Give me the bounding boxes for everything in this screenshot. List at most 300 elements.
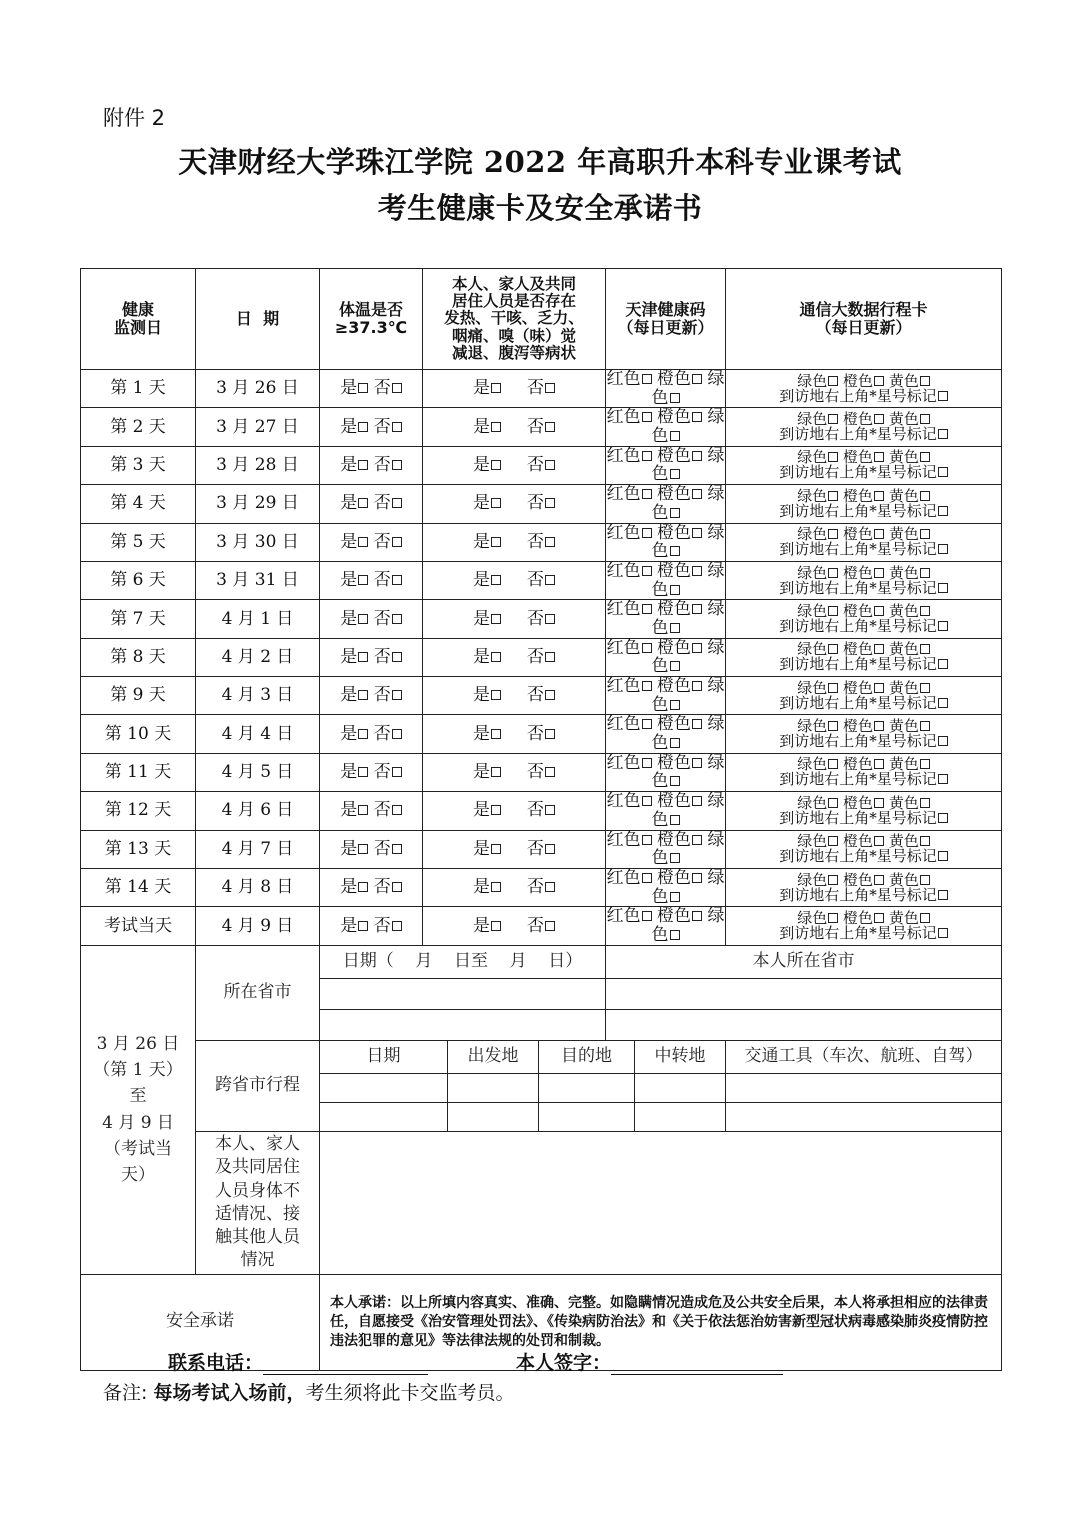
checkbox-icon[interactable] bbox=[358, 498, 368, 508]
checkbox-icon[interactable] bbox=[545, 729, 555, 739]
checkbox-icon[interactable] bbox=[828, 644, 838, 654]
checkbox-icon[interactable] bbox=[874, 644, 884, 654]
option-green: 绿色 bbox=[651, 484, 725, 523]
checkbox-icon[interactable] bbox=[392, 614, 402, 624]
checkbox-icon[interactable] bbox=[358, 844, 368, 854]
row-day: 第 5 天 bbox=[81, 523, 196, 561]
option-orange: 橙色 bbox=[657, 369, 692, 389]
checkbox-icon[interactable] bbox=[828, 491, 838, 501]
option-red: 红色 bbox=[606, 867, 641, 888]
checkbox-icon[interactable] bbox=[874, 721, 884, 731]
option-star: 到访地右上角*星号标记 bbox=[779, 770, 937, 789]
health-code-cell bbox=[606, 561, 726, 599]
checkbox-icon[interactable] bbox=[920, 759, 930, 769]
checkbox-icon[interactable] bbox=[392, 498, 402, 508]
checkbox-icon[interactable] bbox=[392, 805, 402, 815]
travel-card-cell bbox=[726, 561, 1002, 599]
checkbox-icon[interactable] bbox=[692, 873, 702, 883]
checkbox-icon[interactable] bbox=[920, 529, 930, 539]
checkbox-icon[interactable] bbox=[874, 491, 884, 501]
option-yellow: 黄色 bbox=[888, 870, 919, 889]
option-no: 否 bbox=[373, 800, 391, 821]
attachment-label: 附件 2 bbox=[103, 106, 166, 130]
option-red: 红色 bbox=[606, 445, 641, 466]
checkbox-icon[interactable] bbox=[670, 431, 680, 441]
checkbox-icon[interactable] bbox=[642, 911, 652, 921]
checkbox-icon[interactable] bbox=[692, 604, 702, 614]
checkbox-icon[interactable] bbox=[392, 767, 402, 777]
checkbox-icon[interactable] bbox=[545, 383, 555, 393]
option-yes: 是 bbox=[340, 762, 358, 783]
checkbox-icon[interactable] bbox=[491, 614, 501, 624]
row-date: 4 月 2 日 bbox=[196, 638, 320, 676]
option-yes: 是 bbox=[473, 800, 491, 821]
checkbox-icon[interactable] bbox=[642, 681, 652, 691]
checkbox-icon[interactable] bbox=[938, 813, 948, 823]
symptom-cell bbox=[423, 561, 606, 599]
cross-transit-cell[interactable] bbox=[635, 1073, 726, 1102]
checkbox-icon[interactable] bbox=[874, 836, 884, 846]
province-date-cell[interactable] bbox=[320, 1009, 606, 1040]
row-date: 4 月 1 日 bbox=[196, 600, 320, 638]
option-star: 到访地右上角*星号标记 bbox=[779, 655, 937, 674]
row-day: 第 9 天 bbox=[81, 677, 196, 715]
checkbox-icon[interactable] bbox=[874, 913, 884, 923]
phone-field bbox=[168, 1348, 428, 1375]
checkbox-icon[interactable] bbox=[545, 767, 555, 777]
checkbox-icon[interactable] bbox=[692, 528, 702, 538]
checkbox-icon[interactable] bbox=[938, 698, 948, 708]
option-green: 绿色 bbox=[797, 486, 828, 505]
checkbox-icon[interactable] bbox=[938, 583, 948, 593]
checkbox-icon[interactable] bbox=[545, 882, 555, 892]
temp-cell bbox=[320, 907, 423, 945]
checkbox-icon[interactable] bbox=[938, 621, 948, 631]
checkbox-icon[interactable] bbox=[938, 736, 948, 746]
checkbox-icon[interactable] bbox=[692, 758, 702, 768]
option-green: 绿色 bbox=[651, 714, 725, 754]
cross-departure-cell[interactable] bbox=[448, 1073, 539, 1102]
option-green: 绿色 bbox=[651, 599, 725, 638]
province-label: 所在省市 bbox=[196, 945, 320, 1040]
option-star: 到访地右上角*星号标记 bbox=[779, 540, 937, 559]
checkbox-icon[interactable] bbox=[920, 452, 930, 462]
checkbox-icon[interactable] bbox=[874, 376, 884, 386]
travel-card-cell bbox=[726, 715, 1002, 753]
checkbox-icon[interactable] bbox=[920, 683, 930, 693]
table-row bbox=[81, 638, 1002, 676]
checkbox-icon[interactable] bbox=[642, 643, 652, 653]
option-red: 红色 bbox=[606, 369, 641, 389]
checkbox-icon[interactable] bbox=[692, 796, 702, 806]
checkbox-icon[interactable] bbox=[670, 892, 680, 902]
row-date: 4 月 5 日 bbox=[196, 753, 320, 791]
checkbox-icon[interactable] bbox=[358, 882, 368, 892]
option-no: 否 bbox=[373, 646, 391, 667]
checkbox-icon[interactable] bbox=[670, 930, 680, 940]
checkbox-icon[interactable] bbox=[938, 659, 948, 669]
option-yes: 是 bbox=[473, 608, 491, 629]
checkbox-icon[interactable] bbox=[920, 721, 930, 731]
checkbox-icon[interactable] bbox=[642, 873, 652, 883]
checkbox-icon[interactable] bbox=[938, 890, 948, 900]
checkbox-icon[interactable] bbox=[392, 652, 402, 662]
symptom-cell bbox=[423, 830, 606, 868]
province-header-row bbox=[81, 945, 1002, 978]
checkbox-icon[interactable] bbox=[545, 575, 555, 585]
cross-transit-cell[interactable] bbox=[635, 1102, 726, 1131]
header-date: 日 期 bbox=[196, 269, 320, 370]
checkbox-icon[interactable] bbox=[491, 882, 501, 892]
checkbox-icon[interactable] bbox=[670, 661, 680, 671]
checkbox-icon[interactable] bbox=[874, 414, 884, 424]
option-yellow: 黄色 bbox=[888, 678, 919, 697]
checkbox-icon[interactable] bbox=[491, 844, 501, 854]
checkbox-icon[interactable] bbox=[358, 729, 368, 739]
table-row bbox=[81, 523, 1002, 561]
checkbox-icon[interactable] bbox=[670, 393, 680, 403]
checkbox-icon[interactable] bbox=[642, 835, 652, 845]
option-yes: 是 bbox=[340, 685, 358, 706]
checkbox-icon[interactable] bbox=[938, 467, 948, 477]
checkbox-icon[interactable] bbox=[828, 452, 838, 462]
option-green: 绿色 bbox=[797, 717, 828, 736]
checkbox-icon[interactable] bbox=[670, 815, 680, 825]
checkbox-icon[interactable] bbox=[491, 729, 501, 739]
discomfort-row bbox=[81, 1131, 1002, 1274]
phone-label: 联系电话： bbox=[168, 1352, 264, 1374]
cross-header-row bbox=[81, 1040, 1002, 1073]
checkbox-icon[interactable] bbox=[692, 681, 702, 691]
temp-cell bbox=[320, 830, 423, 868]
checkbox-icon[interactable] bbox=[642, 758, 652, 768]
checkbox-icon[interactable] bbox=[545, 498, 555, 508]
checkbox-icon[interactable] bbox=[828, 759, 838, 769]
checkbox-icon[interactable] bbox=[545, 614, 555, 624]
checkbox-icon[interactable] bbox=[491, 575, 501, 585]
checkbox-icon[interactable] bbox=[358, 652, 368, 662]
option-no: 否 bbox=[527, 531, 545, 552]
table-row bbox=[81, 408, 1002, 446]
health-card-table bbox=[80, 268, 1002, 1371]
checkbox-icon[interactable] bbox=[670, 700, 680, 710]
checkbox-icon[interactable] bbox=[692, 643, 702, 653]
cross-transit-header: 中转地 bbox=[635, 1040, 726, 1073]
option-no: 否 bbox=[527, 723, 545, 744]
checkbox-icon[interactable] bbox=[874, 606, 884, 616]
option-yes: 是 bbox=[473, 493, 491, 514]
checkbox-icon[interactable] bbox=[874, 875, 884, 885]
checkbox-icon[interactable] bbox=[491, 460, 501, 470]
checkbox-icon[interactable] bbox=[545, 422, 555, 432]
checkbox-icon[interactable] bbox=[828, 606, 838, 616]
checkbox-icon[interactable] bbox=[692, 911, 702, 921]
checkbox-icon[interactable] bbox=[491, 383, 501, 393]
option-green: 绿色 bbox=[651, 791, 725, 830]
checkbox-icon[interactable] bbox=[392, 729, 402, 739]
cross-transport-cell[interactable] bbox=[726, 1102, 1002, 1131]
option-orange: 橙色 bbox=[657, 560, 692, 581]
checkbox-icon[interactable] bbox=[358, 537, 368, 547]
checkbox-icon[interactable] bbox=[392, 422, 402, 432]
checkbox-icon[interactable] bbox=[392, 921, 402, 931]
travel-card-cell bbox=[726, 638, 1002, 676]
checkbox-icon[interactable] bbox=[491, 690, 501, 700]
option-yellow: 黄色 bbox=[888, 410, 919, 429]
option-yes: 是 bbox=[340, 378, 358, 399]
option-yes: 是 bbox=[473, 646, 491, 667]
checkbox-icon[interactable] bbox=[692, 719, 702, 729]
checkbox-icon[interactable] bbox=[392, 575, 402, 585]
checkbox-icon[interactable] bbox=[642, 451, 652, 461]
signature-input-line[interactable] bbox=[611, 1352, 783, 1375]
table-row bbox=[81, 830, 1002, 868]
province-city-header: 本人所在省市 bbox=[606, 945, 1002, 978]
checkbox-icon[interactable] bbox=[642, 489, 652, 499]
checkbox-icon[interactable] bbox=[938, 506, 948, 516]
checkbox-icon[interactable] bbox=[642, 412, 652, 422]
row-day: 第 10 天 bbox=[81, 715, 196, 753]
province-city-cell[interactable] bbox=[606, 978, 1002, 1009]
checkbox-icon[interactable] bbox=[545, 537, 555, 547]
symptom-cell bbox=[423, 523, 606, 561]
checkbox-icon[interactable] bbox=[642, 374, 652, 384]
checkbox-icon[interactable] bbox=[392, 844, 402, 854]
option-yellow: 黄色 bbox=[888, 640, 919, 659]
checkbox-icon[interactable] bbox=[828, 376, 838, 386]
checkbox-icon[interactable] bbox=[545, 805, 555, 815]
promise-text: 本人承诺：以上所填内容真实、准确、完整。如隐瞒情况造成危及公共安全后果，本人将承担相应的法律责任，自愿接受《治安管理处罚法》、《传染病防治法》和《关于依法惩治妨害新型冠状病毒感染肺炎疫情防控违法犯罪的意见》等法律法规的处罚和制裁。 bbox=[320, 1274, 1002, 1370]
checkbox-icon[interactable] bbox=[670, 508, 680, 518]
option-green: 绿色 bbox=[651, 637, 725, 677]
checkbox-icon[interactable] bbox=[358, 460, 368, 470]
checkbox-icon[interactable] bbox=[920, 875, 930, 885]
option-yellow: 黄色 bbox=[888, 601, 919, 620]
option-green: 绿色 bbox=[797, 601, 828, 620]
checkbox-icon[interactable] bbox=[358, 614, 368, 624]
option-green: 绿色 bbox=[797, 793, 828, 812]
checkbox-icon[interactable] bbox=[545, 921, 555, 931]
option-no: 否 bbox=[373, 877, 391, 898]
option-yes: 是 bbox=[340, 531, 358, 552]
checkbox-icon[interactable] bbox=[874, 568, 884, 578]
discomfort-cell[interactable] bbox=[320, 1131, 1002, 1274]
checkbox-icon[interactable] bbox=[828, 568, 838, 578]
cross-date-cell[interactable] bbox=[320, 1073, 448, 1102]
checkbox-icon[interactable] bbox=[392, 690, 402, 700]
option-no: 否 bbox=[527, 800, 545, 821]
checkbox-icon[interactable] bbox=[938, 774, 948, 784]
checkbox-icon[interactable] bbox=[920, 798, 930, 808]
checkbox-icon[interactable] bbox=[670, 469, 680, 479]
checkbox-icon[interactable] bbox=[692, 489, 702, 499]
row-day: 第 7 天 bbox=[81, 600, 196, 638]
checkbox-icon[interactable] bbox=[670, 738, 680, 748]
checkbox-icon[interactable] bbox=[491, 652, 501, 662]
checkbox-icon[interactable] bbox=[642, 719, 652, 729]
checkbox-icon[interactable] bbox=[642, 528, 652, 538]
header-temp: 体温是否 ≥37.3℃ bbox=[320, 269, 423, 370]
option-green: 绿色 bbox=[651, 522, 725, 562]
checkbox-icon[interactable] bbox=[874, 683, 884, 693]
checkbox-icon[interactable] bbox=[920, 606, 930, 616]
option-red: 红色 bbox=[606, 791, 641, 812]
checkbox-icon[interactable] bbox=[491, 921, 501, 931]
option-star: 到访地右上角*星号标记 bbox=[779, 808, 937, 827]
checkbox-icon[interactable] bbox=[670, 623, 680, 633]
temp-cell bbox=[320, 868, 423, 906]
checkbox-icon[interactable] bbox=[491, 537, 501, 547]
checkbox-icon[interactable] bbox=[545, 844, 555, 854]
health-code-cell bbox=[606, 868, 726, 906]
checkbox-icon[interactable] bbox=[642, 604, 652, 614]
checkbox-icon[interactable] bbox=[920, 836, 930, 846]
checkbox-icon[interactable] bbox=[692, 451, 702, 461]
province-city-cell[interactable] bbox=[606, 1009, 1002, 1040]
checkbox-icon[interactable] bbox=[938, 928, 948, 938]
signature-label: 本人签字： bbox=[516, 1352, 612, 1374]
option-no: 否 bbox=[373, 762, 391, 783]
health-code-cell bbox=[606, 523, 726, 561]
option-orange: 橙色 bbox=[657, 522, 692, 543]
checkbox-icon[interactable] bbox=[828, 913, 838, 923]
option-no: 否 bbox=[373, 723, 391, 744]
checkbox-icon[interactable] bbox=[392, 460, 402, 470]
health-code-cell bbox=[606, 370, 726, 408]
option-star: 到访地右上角*星号标记 bbox=[779, 693, 937, 712]
option-no: 否 bbox=[373, 915, 391, 936]
option-yes: 是 bbox=[340, 646, 358, 667]
cross-transport-cell[interactable] bbox=[726, 1073, 1002, 1102]
checkbox-icon[interactable] bbox=[920, 644, 930, 654]
option-no: 否 bbox=[527, 646, 545, 667]
option-yes: 是 bbox=[473, 378, 491, 399]
table-row bbox=[81, 753, 1002, 791]
checkbox-icon[interactable] bbox=[358, 383, 368, 393]
checkbox-icon[interactable] bbox=[358, 767, 368, 777]
checkbox-icon[interactable] bbox=[692, 835, 702, 845]
option-green: 绿色 bbox=[651, 676, 725, 715]
checkbox-icon[interactable] bbox=[358, 805, 368, 815]
option-orange: 橙色 bbox=[843, 832, 874, 851]
checkbox-icon[interactable] bbox=[642, 566, 652, 576]
province-date-header: 日期（ 月 日至 月 日） bbox=[320, 945, 606, 978]
option-no: 否 bbox=[527, 416, 545, 437]
checkbox-icon[interactable] bbox=[874, 452, 884, 462]
checkbox-icon[interactable] bbox=[670, 853, 680, 863]
row-day: 第 6 天 bbox=[81, 561, 196, 599]
option-yes: 是 bbox=[473, 455, 491, 476]
checkbox-icon[interactable] bbox=[828, 721, 838, 731]
checkbox-icon[interactable] bbox=[828, 875, 838, 885]
checkbox-icon[interactable] bbox=[545, 652, 555, 662]
checkbox-icon[interactable] bbox=[920, 568, 930, 578]
checkbox-icon[interactable] bbox=[828, 414, 838, 424]
row-day: 第 3 天 bbox=[81, 446, 196, 484]
checkbox-icon[interactable] bbox=[692, 566, 702, 576]
checkbox-icon[interactable] bbox=[358, 422, 368, 432]
checkbox-icon[interactable] bbox=[938, 544, 948, 554]
row-date: 4 月 7 日 bbox=[196, 830, 320, 868]
checkbox-icon[interactable] bbox=[938, 851, 948, 861]
option-orange: 橙色 bbox=[843, 678, 874, 697]
temp-cell bbox=[320, 715, 423, 753]
option-orange: 橙色 bbox=[843, 601, 874, 620]
option-red: 红色 bbox=[606, 829, 641, 850]
checkbox-icon[interactable] bbox=[828, 836, 838, 846]
option-no: 否 bbox=[373, 493, 391, 514]
checkbox-icon[interactable] bbox=[692, 374, 702, 384]
checkbox-icon[interactable] bbox=[692, 412, 702, 422]
checkbox-icon[interactable] bbox=[938, 429, 948, 439]
checkbox-icon[interactable] bbox=[642, 796, 652, 806]
checkbox-icon[interactable] bbox=[670, 776, 680, 786]
checkbox-icon[interactable] bbox=[545, 690, 555, 700]
option-green: 绿色 bbox=[651, 407, 725, 447]
province-date-cell[interactable] bbox=[320, 978, 606, 1009]
checkbox-icon[interactable] bbox=[545, 460, 555, 470]
checkbox-icon[interactable] bbox=[358, 921, 368, 931]
checkbox-icon[interactable] bbox=[392, 537, 402, 547]
checkbox-icon[interactable] bbox=[828, 798, 838, 808]
checkbox-icon[interactable] bbox=[392, 383, 402, 393]
checkbox-icon[interactable] bbox=[920, 414, 930, 424]
option-yes: 是 bbox=[473, 915, 491, 936]
temp-cell bbox=[320, 753, 423, 791]
checkbox-icon[interactable] bbox=[392, 882, 402, 892]
cross-destination-cell[interactable] bbox=[539, 1102, 635, 1131]
checkbox-icon[interactable] bbox=[920, 376, 930, 386]
checkbox-icon[interactable] bbox=[874, 529, 884, 539]
checkbox-icon[interactable] bbox=[491, 422, 501, 432]
checkbox-icon[interactable] bbox=[491, 498, 501, 508]
checkbox-icon[interactable] bbox=[920, 491, 930, 501]
option-orange: 橙色 bbox=[657, 867, 692, 888]
option-red: 红色 bbox=[606, 599, 641, 620]
temp-cell bbox=[320, 485, 423, 523]
checkbox-icon[interactable] bbox=[358, 575, 368, 585]
checkbox-icon[interactable] bbox=[670, 546, 680, 556]
option-yellow: 黄色 bbox=[888, 525, 919, 544]
cross-departure-cell[interactable] bbox=[448, 1102, 539, 1131]
option-yes: 是 bbox=[340, 800, 358, 821]
option-green: 绿色 bbox=[797, 755, 828, 774]
checkbox-icon[interactable] bbox=[874, 798, 884, 808]
health-code-cell bbox=[606, 446, 726, 484]
phone-input-line[interactable] bbox=[263, 1352, 428, 1375]
checkbox-icon[interactable] bbox=[920, 913, 930, 923]
checkbox-icon[interactable] bbox=[938, 391, 948, 401]
cross-date-cell[interactable] bbox=[320, 1102, 448, 1131]
cross-destination-cell[interactable] bbox=[539, 1073, 635, 1102]
checkbox-icon[interactable] bbox=[491, 767, 501, 777]
option-orange: 橙色 bbox=[843, 563, 874, 582]
table-row bbox=[81, 600, 1002, 638]
checkbox-icon[interactable] bbox=[828, 529, 838, 539]
checkbox-icon[interactable] bbox=[358, 690, 368, 700]
option-green: 绿色 bbox=[651, 752, 725, 792]
symptom-cell bbox=[423, 446, 606, 484]
checkbox-icon[interactable] bbox=[491, 805, 501, 815]
row-day: 第 13 天 bbox=[81, 830, 196, 868]
option-orange: 橙色 bbox=[843, 371, 874, 390]
option-yellow: 黄色 bbox=[888, 371, 919, 390]
checkbox-icon[interactable] bbox=[670, 585, 680, 595]
row-date: 3 月 31 日 bbox=[196, 561, 320, 599]
checkbox-icon[interactable] bbox=[828, 683, 838, 693]
symptom-cell bbox=[423, 715, 606, 753]
checkbox-icon[interactable] bbox=[874, 759, 884, 769]
